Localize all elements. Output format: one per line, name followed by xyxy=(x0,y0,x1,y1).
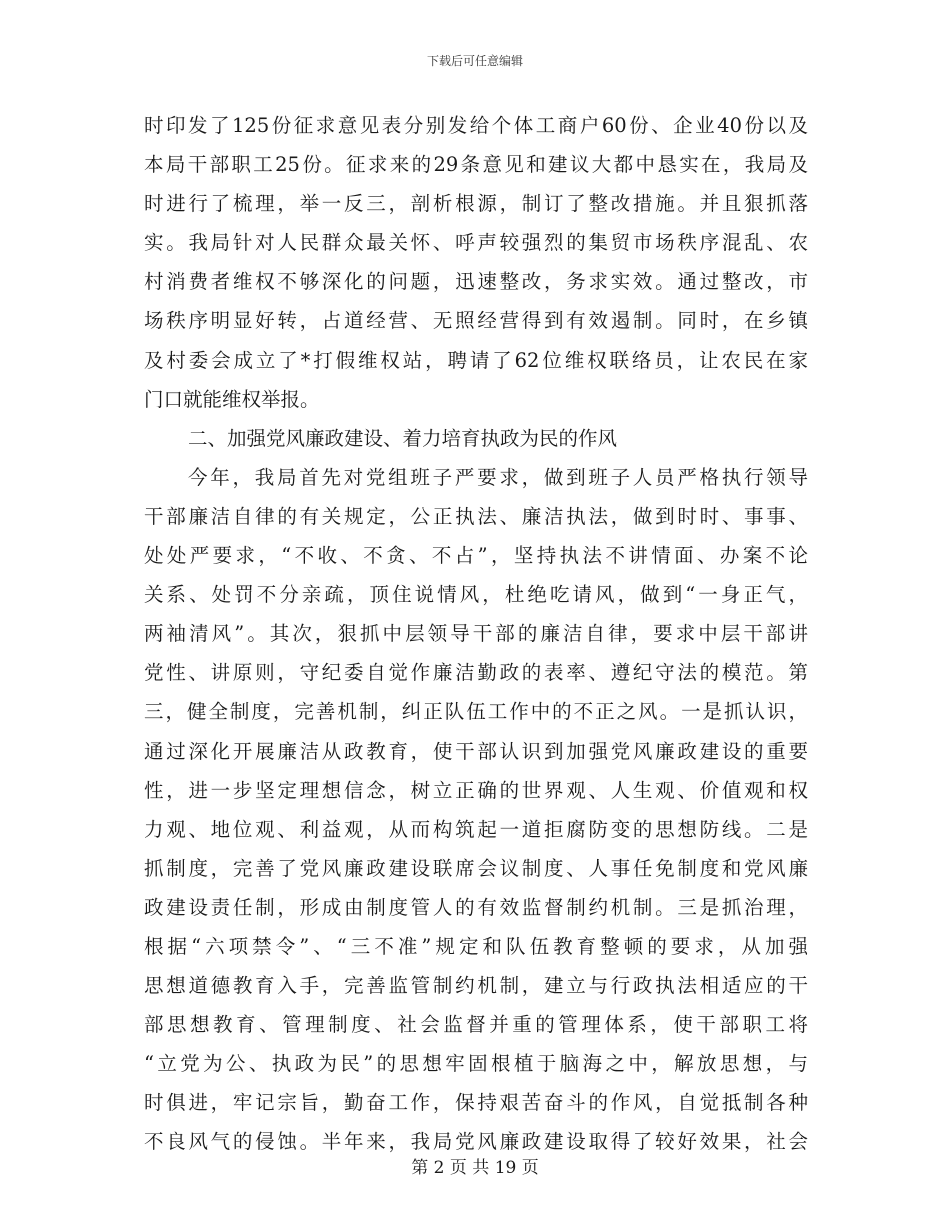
text-line: 实。我局针对人民群众最关怀、呼声较强烈的集贸市场秩序混乱、农 xyxy=(144,231,808,255)
text-line: 门口就能维权举报。 xyxy=(144,387,320,411)
text-line: 村消费者维权不够深化的问题，迅速整改，务求实效。通过整改，市 xyxy=(144,270,808,294)
text-line: 关系、处罚不分亲疏，顶住说情风，杜绝吃请风，做到“一身正气， xyxy=(144,583,808,607)
text-line: “立党为公、执政为民”的思想牢固根植于脑海之中，解放思想，与 xyxy=(144,1052,808,1076)
document-body xyxy=(144,106,808,1162)
page-header: 下载后可任意编辑 xyxy=(426,54,523,68)
text-line: 通过深化开展廉洁从政教育，使干部认识到加强党风廉政建设的重要 xyxy=(144,739,808,763)
text-line: 性，进一步坚定理想信念，树立正确的世界观、人生观、价值观和权 xyxy=(144,778,808,802)
text-line: 力观、地位观、利益观，从而构筑起一道拒腐防变的思想防线。二是 xyxy=(144,817,808,841)
text-line: 两袖清风”。其次，狠抓中层领导干部的廉洁自律，要求中层干部讲 xyxy=(144,622,808,646)
text-line: 及村委会成立了*打假维权站，聘请了62位维权联络员，让农民在家 xyxy=(144,348,808,372)
text-line: 时印发了125份征求意见表分别发给个体工商户60份、企业40份以及 xyxy=(144,114,808,137)
text-line: 政建设责任制，形成由制度管人的有效监督制约机制。三是抓治理， xyxy=(144,895,808,919)
section-heading: 二、加强党风廉政建设、着力培育执政为民的作风 xyxy=(188,426,618,450)
text-line: 根据“六项禁令”、“三不准”规定和队伍教育整顿的要求，从加强 xyxy=(144,934,808,958)
text-line: 思想道德教育入手，完善监管制约机制，建立与行政执法相适应的干 xyxy=(144,974,808,998)
text-line: 不良风气的侵蚀。半年来，我局党风廉政建设取得了较好效果，社会 xyxy=(144,1130,808,1154)
text-line: 本局干部职工25份。征求来的29条意见和建议大都中恳实在，我局及 xyxy=(144,153,808,177)
text-line: 今年，我局首先对党组班子严要求，做到班子人员严格执行领导 xyxy=(188,465,808,489)
text-line: 抓制度，完善了党风廉政建设联席会议制度、人事任免制度和党风廉 xyxy=(144,856,808,880)
text-line: 时进行了梳理，举一反三，剖析根源，制订了整改措施。并且狠抓落 xyxy=(144,192,808,216)
text-line: 党性、讲原则，守纪委自觉作廉洁勤政的表率、遵纪守法的模范。第 xyxy=(144,661,808,685)
text-line: 处处严要求，“不收、不贪、不占”，坚持执法不讲情面、办案不论 xyxy=(144,544,808,568)
text-line: 场秩序明显好转，占道经营、无照经营得到有效遏制。同时，在乡镇 xyxy=(144,309,808,333)
text-line: 干部廉洁自律的有关规定，公正执法、廉洁执法，做到时时、事事、 xyxy=(144,504,808,528)
page-number-footer: 第 2 页 共 19 页 xyxy=(411,1158,539,1178)
text-line: 时俱进，牢记宗旨，勤奋工作，保持艰苦奋斗的作风，自觉抵制各种 xyxy=(144,1091,808,1115)
text-line: 三，健全制度，完善机制，纠正队伍工作中的不正之风。一是抓认识， xyxy=(144,700,808,724)
text-line: 部思想教育、管理制度、社会监督并重的管理体系，使干部职工将 xyxy=(144,1013,808,1037)
